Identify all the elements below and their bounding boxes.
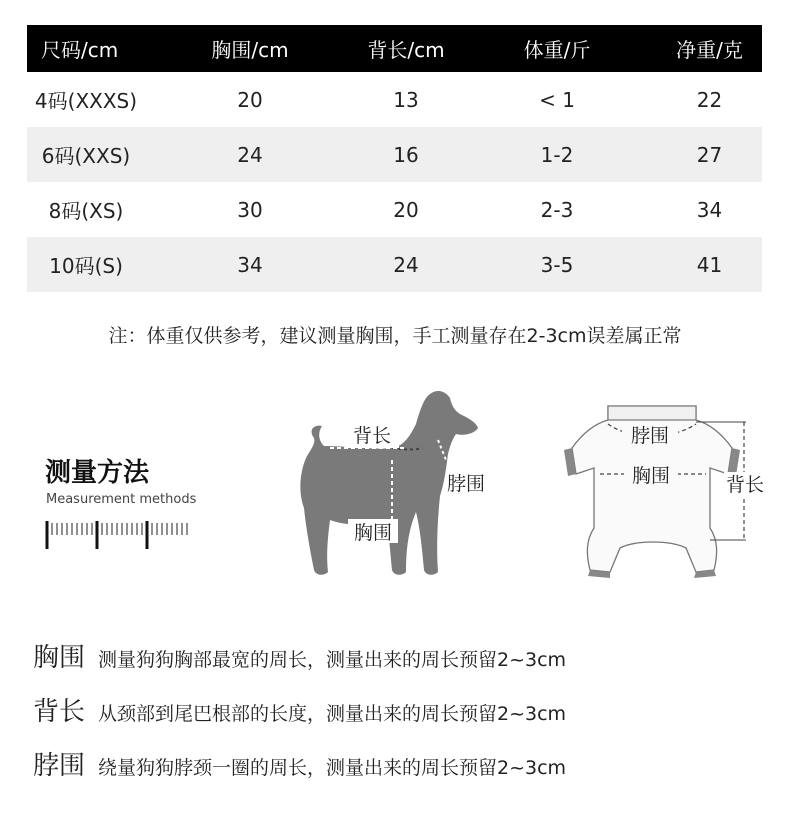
table-header: [27, 25, 762, 72]
header-net-weight: 净重/克: [676, 38, 743, 62]
cell-net-weight: 41: [696, 252, 723, 277]
header-back: 背长/cm: [367, 38, 445, 62]
table-row: [27, 127, 762, 182]
cell-back: 20: [393, 197, 419, 222]
cell-weight: 2-3: [540, 197, 574, 222]
description-text: 测量狗狗胸部最宽的周长，测量出来的周长预留2~3cm: [98, 649, 567, 671]
methods-subtitle: Measurement methods: [46, 492, 197, 507]
description-term: 胸围: [33, 643, 86, 673]
cell-net-weight: 27: [696, 142, 723, 167]
cell-weight: < 1: [539, 87, 575, 112]
header-chest: 胸围/cm: [211, 38, 289, 62]
shirt-neck-label: 脖围: [630, 425, 670, 447]
cell-back: 24: [393, 252, 419, 277]
cell-back: 16: [393, 142, 419, 167]
ruler-icon: [44, 515, 194, 551]
cell-size: 8码(XS): [48, 199, 124, 223]
shirt-back-label: 背长: [725, 474, 765, 496]
cell-chest: 24: [237, 142, 263, 167]
description-term: 脖围: [33, 751, 86, 781]
cell-chest: 34: [237, 252, 263, 277]
table-row: [27, 182, 762, 237]
shirt-measurement-figure: [560, 400, 770, 580]
header-size: 尺码/cm: [41, 38, 119, 62]
dog-neck-label: 脖围: [446, 473, 486, 495]
description-text: 从颈部到尾巴根部的长度，测量出来的周长预留2~3cm: [98, 703, 567, 725]
cell-chest: 30: [237, 197, 263, 222]
description-term: 背长: [33, 697, 86, 727]
methods-title: 测量方法: [45, 458, 150, 488]
description-text: 绕量狗狗脖颈一圈的周长，测量出来的周长预留2~3cm: [98, 757, 567, 779]
weight-note: 注：体重仅供参考，建议测量胸围，手工测量存在2-3cm误差属正常: [108, 325, 682, 347]
dog-back-label: 背长: [352, 425, 392, 447]
dog-measurement-figure: [288, 388, 503, 583]
cell-net-weight: 22: [696, 87, 723, 112]
header-weight: 体重/斤: [523, 38, 591, 62]
size-table: [27, 25, 762, 292]
cell-chest: 20: [237, 87, 263, 112]
cell-size: 6码(XXS): [41, 144, 131, 168]
description-chest: [33, 637, 566, 674]
shirt-chest-label: 胸围: [631, 465, 671, 487]
cell-net-weight: 34: [696, 197, 723, 222]
table-row: [27, 237, 762, 292]
cell-weight: 1-2: [540, 142, 574, 167]
cell-size: 4码(XXXS): [34, 89, 138, 113]
cell-back: 13: [393, 87, 419, 112]
cell-weight: 3-5: [540, 252, 574, 277]
description-back: [33, 691, 566, 728]
description-neck: [33, 745, 566, 782]
table-row: [27, 72, 762, 127]
cell-size: 10码(S): [49, 254, 123, 278]
dog-chest-label: 胸围: [353, 522, 393, 544]
